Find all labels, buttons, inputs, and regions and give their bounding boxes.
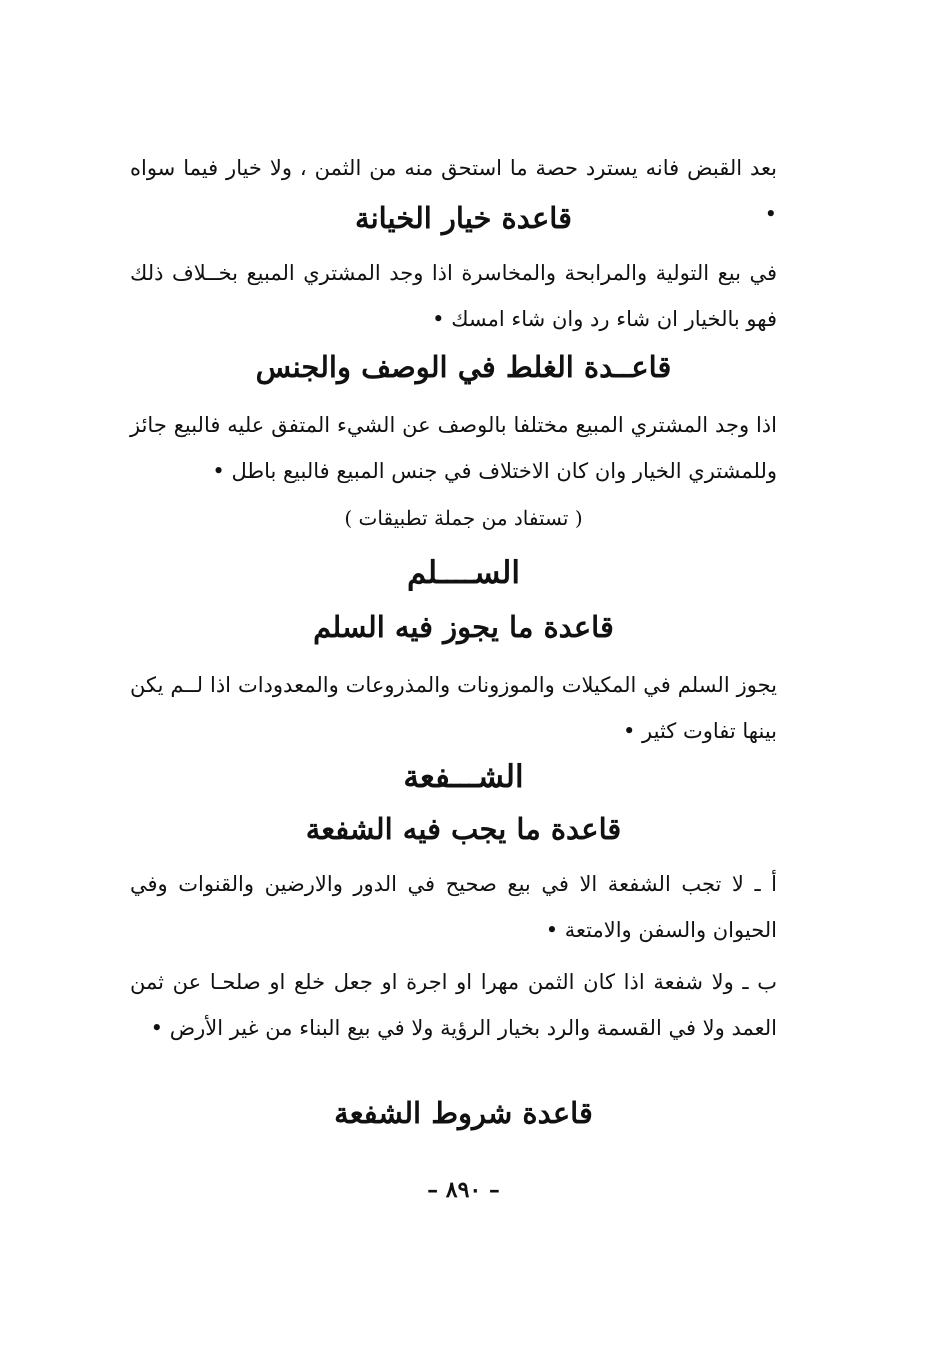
section-title-shufa: الشـــفعة [403,759,524,795]
paragraph-continued: بعد القبض فانه يسترد حصة ما استحق منه من الثمن ، ولا خيار فيما سواه • [130,156,777,226]
heading-shufa: قاعدة ما يجب فيه الشفعة [305,812,622,846]
section-title-salam: الســــلم [407,555,520,591]
heading-shurut-shufa: قاعدة شروط الشفعة [334,1096,593,1130]
paragraph-ghalat: اذا وجد المشتري المبيع مختلفا بالوصف عن الشيء المتفق عليه فالبيع جائز وللمشتري الخيار وان كان الاختلاف في جنس المبيع فالبيع باطل • [130,413,777,483]
source-note: ( تستفاد من جملة تطبيقات ) [344,506,583,530]
paragraph-khiyana: في بيع التولية والمرابحة والمخاسرة اذا وجد المشتري المبيع بخــلاف ذلك فهو بالخيار ان شاء رد وان شاء امسك • [130,261,777,331]
paragraph-shufa-a: أ ـ لا تجب الشفعة الا في بيع صحيح في الدور والارضين والقنوات وفي الحيوان والسفن والامتعة • [130,872,777,942]
paragraph-shufa-b: ب ـ ولا شفعة اذا كان الثمن مهرا او اجرة او جعل خلع او صلحـا عن ثمن العمد ولا في القسمة والرد بخيار الرؤية ولا في بيع البناء من غير الأرض • [130,970,777,1040]
page-number: – ٨٩٠ – [427,1177,500,1203]
heading-salam: قاعدة ما يجوز فيه السلم [313,610,614,644]
paragraph-salam: يجوز السلم في المكيلات والموزونات والمذروعات والمعدودات اذا لــم يكن بينها تفاوت كثير • [130,673,777,743]
heading-ghalat: قاعــدة الغلط في الوصف والجنس [255,350,672,384]
heading-khiyar-khiyana: قاعدة خيار الخيانة [355,201,572,235]
